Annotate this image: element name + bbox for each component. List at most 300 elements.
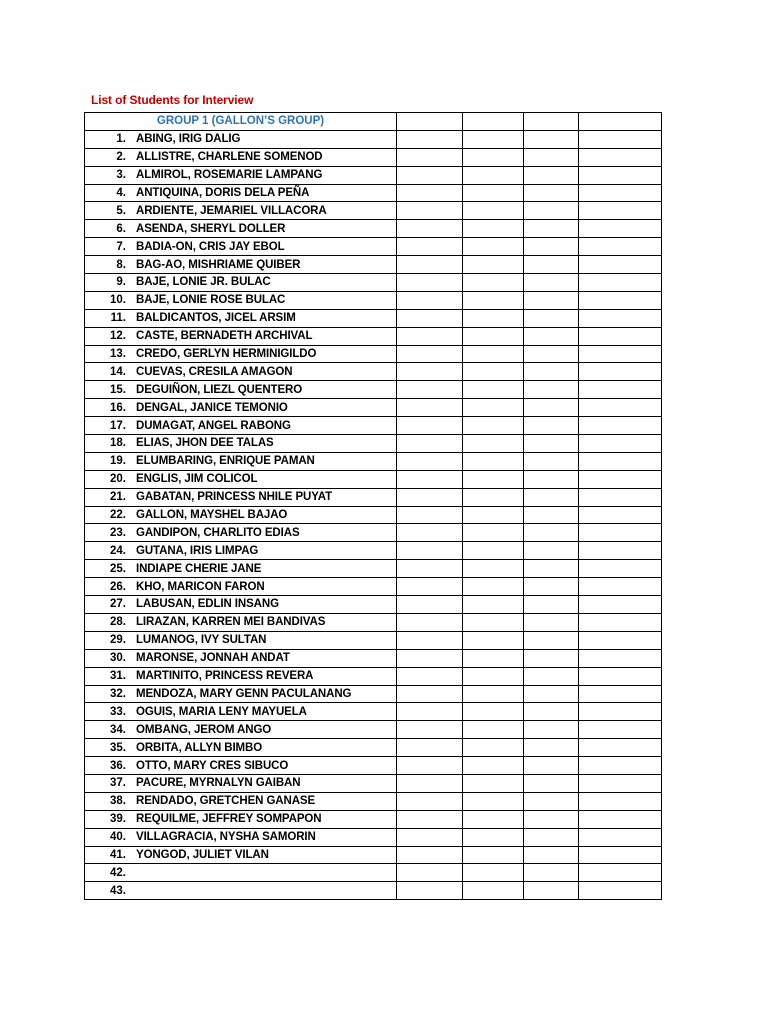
student-cell <box>85 578 397 596</box>
table-row <box>85 202 662 220</box>
student-cell <box>85 524 397 542</box>
blank-cell <box>463 309 524 327</box>
blank-cell <box>524 631 579 649</box>
blank-cell <box>397 774 463 792</box>
student-name: ALLISTRE, CHARLENE SOMENOD <box>136 151 323 164</box>
row-number: 28. <box>110 616 126 629</box>
table-row <box>85 327 662 345</box>
student-cell <box>85 721 397 739</box>
blank-cell <box>463 274 524 292</box>
table-row <box>85 309 662 327</box>
student-name: OMBANG, JEROM ANGO <box>136 723 272 736</box>
blank-cell <box>463 345 524 363</box>
blank-cell <box>524 828 579 846</box>
student-name: RENDADO, GRETCHEN GANASE <box>136 795 316 808</box>
blank-cell <box>579 631 662 649</box>
blank-cell <box>397 274 463 292</box>
blank-cell <box>397 202 463 220</box>
blank-cell <box>397 667 463 685</box>
table-row <box>85 130 662 148</box>
student-cell <box>85 381 397 399</box>
blank-cell <box>524 792 579 810</box>
blank-cell <box>397 578 463 596</box>
blank-cell <box>579 470 662 488</box>
row-number: 15. <box>110 383 126 396</box>
blank-cell <box>579 184 662 202</box>
student-cell <box>85 363 397 381</box>
row-number: 6. <box>116 222 126 235</box>
blank-cell <box>463 381 524 399</box>
row-number: 3. <box>116 169 126 182</box>
blank-cell <box>524 148 579 166</box>
blank-cell <box>579 703 662 721</box>
blank-cell <box>397 399 463 417</box>
blank-cell <box>579 274 662 292</box>
student-name: OGUIS, MARIA LENY MAYUELA <box>136 705 307 718</box>
blank-cell <box>579 256 662 274</box>
blank-cell <box>463 417 524 435</box>
blank-cell <box>463 578 524 596</box>
blank-cell <box>579 435 662 453</box>
blank-cell <box>579 452 662 470</box>
table-row <box>85 828 662 846</box>
blank-cell <box>524 774 579 792</box>
blank-cell <box>579 220 662 238</box>
blank-cell <box>397 291 463 309</box>
student-cell <box>85 613 397 631</box>
blank-cell <box>397 327 463 345</box>
table-row <box>85 882 662 900</box>
blank-cell <box>579 739 662 757</box>
blank-cell <box>463 130 524 148</box>
blank-cell <box>463 238 524 256</box>
row-number: 40. <box>110 831 126 844</box>
blank-cell <box>524 452 579 470</box>
blank-cell <box>579 506 662 524</box>
blank-cell <box>579 524 662 542</box>
blank-cell <box>524 649 579 667</box>
blank-cell <box>397 435 463 453</box>
blank-cell <box>397 810 463 828</box>
row-number: 26. <box>110 580 126 593</box>
blank-cell <box>524 274 579 292</box>
blank-cell <box>397 631 463 649</box>
blank-cell <box>524 739 579 757</box>
row-number: 8. <box>116 258 126 271</box>
student-cell <box>85 327 397 345</box>
student-name: ENGLIS, JIM COLICOL <box>136 473 258 486</box>
row-number: 43. <box>110 884 126 897</box>
table-row <box>85 578 662 596</box>
blank-cell <box>579 596 662 614</box>
row-number: 19. <box>110 455 126 468</box>
student-cell <box>85 774 397 792</box>
student-cell <box>85 399 397 417</box>
row-number: 34. <box>110 723 126 736</box>
blank-cell <box>463 506 524 524</box>
blank-cell <box>524 596 579 614</box>
blank-cell <box>579 291 662 309</box>
blank-cell <box>524 506 579 524</box>
student-cell <box>85 864 397 882</box>
student-name: MARTINITO, PRINCESS REVERA <box>136 670 314 683</box>
blank-cell <box>397 309 463 327</box>
table-row <box>85 864 662 882</box>
row-number: 35. <box>110 741 126 754</box>
student-cell <box>85 685 397 703</box>
row-number: 30. <box>110 652 126 665</box>
table-row <box>85 256 662 274</box>
blank-cell <box>524 435 579 453</box>
blank-cell <box>579 667 662 685</box>
row-number: 38. <box>110 795 126 808</box>
student-cell <box>85 596 397 614</box>
table-row <box>85 774 662 792</box>
student-name: ARDIENTE, JEMARIEL VILLACORA <box>136 204 327 217</box>
blank-cell <box>397 846 463 864</box>
student-cell <box>85 542 397 560</box>
table-row <box>85 238 662 256</box>
row-number: 32. <box>110 687 126 700</box>
student-name: BADIA-ON, CRIS JAY EBOL <box>136 240 285 253</box>
row-number: 42. <box>110 866 126 879</box>
blank-cell <box>463 613 524 631</box>
blank-cell <box>524 363 579 381</box>
blank-cell <box>524 220 579 238</box>
blank-cell <box>579 399 662 417</box>
student-name: DEGUIÑON, LIEZL QUENTERO <box>136 383 303 396</box>
blank-cell <box>463 560 524 578</box>
blank-cell <box>524 542 579 560</box>
blank-cell <box>397 345 463 363</box>
blank-cell <box>463 739 524 757</box>
blank-cell <box>579 757 662 775</box>
table-row <box>85 792 662 810</box>
student-name: BAJE, LONIE JR. BULAC <box>136 276 271 289</box>
blank-cell <box>524 381 579 399</box>
table-row <box>85 470 662 488</box>
blank-cell <box>524 810 579 828</box>
blank-cell <box>463 488 524 506</box>
row-number: 7. <box>116 240 126 253</box>
student-name: MENDOZA, MARY GENN PACULANANG <box>136 687 352 700</box>
row-number: 29. <box>110 634 126 647</box>
blank-cell <box>524 130 579 148</box>
blank-cell <box>397 757 463 775</box>
table-row <box>85 596 662 614</box>
student-name: LABUSAN, EDLIN INSANG <box>136 598 279 611</box>
student-cell <box>85 470 397 488</box>
student-cell <box>85 792 397 810</box>
table-row <box>85 739 662 757</box>
table-row <box>85 291 662 309</box>
student-cell <box>85 435 397 453</box>
student-cell <box>85 560 397 578</box>
blank-cell <box>579 792 662 810</box>
blank-cell <box>397 256 463 274</box>
blank-cell <box>579 810 662 828</box>
blank-cell <box>524 399 579 417</box>
table-row <box>85 399 662 417</box>
row-number: 9. <box>116 276 126 289</box>
blank-cell <box>463 452 524 470</box>
blank-cell <box>579 309 662 327</box>
blank-cell <box>397 113 463 131</box>
blank-cell <box>524 256 579 274</box>
student-cell <box>85 757 397 775</box>
student-name: ANTIQUINA, DORIS DELA PEÑA <box>136 187 310 199</box>
blank-cell <box>463 148 524 166</box>
blank-cell <box>579 327 662 345</box>
group-header-row <box>85 113 662 131</box>
blank-cell <box>463 631 524 649</box>
blank-cell <box>397 166 463 184</box>
blank-cell <box>463 291 524 309</box>
blank-cell <box>397 238 463 256</box>
blank-cell <box>463 703 524 721</box>
blank-cell <box>463 828 524 846</box>
blank-cell <box>397 882 463 900</box>
student-name: OTTO, MARY CRES SIBUCO <box>136 759 289 772</box>
row-number: 24. <box>110 544 126 557</box>
student-name: KHO, MARICON FARON <box>136 580 265 593</box>
student-cell <box>85 739 397 757</box>
student-cell <box>85 667 397 685</box>
blank-cell <box>463 864 524 882</box>
group-header: GROUP 1 (GALLON’S GROUP) <box>85 113 397 131</box>
blank-cell <box>579 542 662 560</box>
blank-cell <box>524 488 579 506</box>
table-row <box>85 721 662 739</box>
blank-cell <box>579 864 662 882</box>
blank-cell <box>397 649 463 667</box>
blank-cell <box>524 309 579 327</box>
student-cell <box>85 238 397 256</box>
blank-cell <box>463 256 524 274</box>
table-row <box>85 417 662 435</box>
table-row <box>85 220 662 238</box>
student-name: VILLAGRACIA, NYSHA SAMORIN <box>136 831 316 844</box>
row-number: 23. <box>110 526 126 539</box>
student-cell <box>85 703 397 721</box>
table-row <box>85 363 662 381</box>
row-number: 2. <box>116 151 126 164</box>
student-cell <box>85 274 397 292</box>
student-name: GALLON, MAYSHEL BAJAO <box>136 509 288 522</box>
blank-cell <box>579 846 662 864</box>
student-cell <box>85 828 397 846</box>
row-number: 36. <box>110 759 126 772</box>
student-cell <box>85 202 397 220</box>
blank-cell <box>463 596 524 614</box>
blank-cell <box>463 846 524 864</box>
student-cell <box>85 882 397 900</box>
student-name: ASENDA, SHERYL DOLLER <box>136 222 286 235</box>
student-name: DENGAL, JANICE TEMONIO <box>136 401 288 414</box>
table-row <box>85 488 662 506</box>
student-cell <box>85 631 397 649</box>
student-name: ELIAS, JHON DEE TALAS <box>136 437 274 450</box>
blank-cell <box>463 363 524 381</box>
blank-cell <box>463 435 524 453</box>
blank-cell <box>524 757 579 775</box>
blank-cell <box>524 667 579 685</box>
table-row <box>85 542 662 560</box>
blank-cell <box>579 381 662 399</box>
row-number: 20. <box>110 473 126 486</box>
blank-cell <box>524 613 579 631</box>
blank-cell <box>397 864 463 882</box>
blank-cell <box>579 721 662 739</box>
blank-cell <box>579 488 662 506</box>
blank-cell <box>463 667 524 685</box>
blank-cell <box>397 184 463 202</box>
student-name: GANDIPON, CHARLITO EDIAS <box>136 526 300 539</box>
students-table <box>84 112 662 900</box>
blank-cell <box>524 184 579 202</box>
blank-cell <box>397 220 463 238</box>
blank-cell <box>579 113 662 131</box>
blank-cell <box>397 524 463 542</box>
table-row <box>85 667 662 685</box>
table-row <box>85 631 662 649</box>
blank-cell <box>524 703 579 721</box>
student-cell <box>85 256 397 274</box>
blank-cell <box>524 327 579 345</box>
student-name: CASTE, BERNADETH ARCHIVAL <box>136 330 313 343</box>
row-number: 16. <box>110 401 126 414</box>
student-name: GUTANA, IRIS LIMPAG <box>136 544 259 557</box>
row-number: 31. <box>110 670 126 683</box>
blank-cell <box>463 774 524 792</box>
student-cell <box>85 417 397 435</box>
blank-cell <box>397 381 463 399</box>
row-number: 22. <box>110 509 126 522</box>
student-cell <box>85 148 397 166</box>
blank-cell <box>579 649 662 667</box>
student-name: CREDO, GERLYN HERMINIGILDO <box>136 348 317 361</box>
blank-cell <box>463 810 524 828</box>
table-row <box>85 166 662 184</box>
blank-cell <box>579 238 662 256</box>
row-number: 41. <box>110 848 126 861</box>
row-number: 33. <box>110 705 126 718</box>
blank-cell <box>463 399 524 417</box>
student-cell <box>85 488 397 506</box>
table-row <box>85 524 662 542</box>
student-name: ELUMBARING, ENRIQUE PAMAN <box>136 455 315 468</box>
blank-cell <box>524 685 579 703</box>
blank-cell <box>579 613 662 631</box>
table-row <box>85 452 662 470</box>
blank-cell <box>397 363 463 381</box>
blank-cell <box>463 524 524 542</box>
table-row <box>85 148 662 166</box>
blank-cell <box>579 363 662 381</box>
blank-cell <box>397 721 463 739</box>
student-name: PACURE, MYRNALYN GAIBAN <box>136 777 301 790</box>
blank-cell <box>397 560 463 578</box>
row-number: 27. <box>110 598 126 611</box>
blank-cell <box>579 417 662 435</box>
blank-cell <box>524 882 579 900</box>
blank-cell <box>463 649 524 667</box>
blank-cell <box>579 166 662 184</box>
student-name: BAG-AO, MISHRIAME QUIBER <box>136 258 301 271</box>
student-cell <box>85 220 397 238</box>
blank-cell <box>463 542 524 560</box>
blank-cell <box>524 846 579 864</box>
table-row <box>85 184 662 202</box>
blank-cell <box>463 721 524 739</box>
document-title: List of Students for Interview <box>91 93 254 107</box>
blank-cell <box>579 828 662 846</box>
blank-cell <box>579 130 662 148</box>
student-name: BALDICANTOS, JICEL ARSIM <box>136 312 296 325</box>
blank-cell <box>524 524 579 542</box>
row-number: 25. <box>110 562 126 575</box>
student-name: GABATAN, PRINCESS NHILE PUYAT <box>136 491 333 504</box>
row-number: 4. <box>116 187 126 199</box>
student-cell <box>85 649 397 667</box>
blank-cell <box>463 470 524 488</box>
student-cell <box>85 846 397 864</box>
blank-cell <box>463 757 524 775</box>
table-row <box>85 274 662 292</box>
blank-cell <box>524 113 579 131</box>
table-row <box>85 757 662 775</box>
student-name: LIRAZAN, KARREN MEI BANDIVAS <box>136 616 326 629</box>
row-number: 17. <box>110 419 126 432</box>
blank-cell <box>397 613 463 631</box>
blank-cell <box>579 202 662 220</box>
row-number: 18. <box>110 437 126 450</box>
row-number: 1. <box>116 133 126 146</box>
student-cell <box>85 452 397 470</box>
blank-cell <box>463 327 524 345</box>
blank-cell <box>397 506 463 524</box>
students-table-body <box>85 113 662 900</box>
blank-cell <box>579 345 662 363</box>
blank-cell <box>397 417 463 435</box>
row-number: 5. <box>116 204 126 217</box>
student-name: BAJE, LONIE ROSE BULAC <box>136 294 286 307</box>
blank-cell <box>524 721 579 739</box>
table-row <box>85 649 662 667</box>
student-name: LUMANOG, IVY SULTAN <box>136 634 267 647</box>
table-row <box>85 506 662 524</box>
student-cell <box>85 506 397 524</box>
student-cell <box>85 130 397 148</box>
student-cell <box>85 166 397 184</box>
blank-cell <box>397 488 463 506</box>
blank-cell <box>524 470 579 488</box>
blank-cell <box>524 345 579 363</box>
student-cell <box>85 309 397 327</box>
table-row <box>85 560 662 578</box>
student-name: CUEVAS, CRESILA AMAGON <box>136 365 293 378</box>
blank-cell <box>579 578 662 596</box>
student-name: REQUILME, JEFFREY SOMPAPON <box>136 813 322 826</box>
blank-cell <box>579 685 662 703</box>
table-row <box>85 846 662 864</box>
blank-cell <box>524 578 579 596</box>
blank-cell <box>463 202 524 220</box>
row-number: 11. <box>110 312 126 325</box>
table-row <box>85 435 662 453</box>
blank-cell <box>579 882 662 900</box>
student-name: MARONSE, JONNAH ANDAT <box>136 652 290 665</box>
